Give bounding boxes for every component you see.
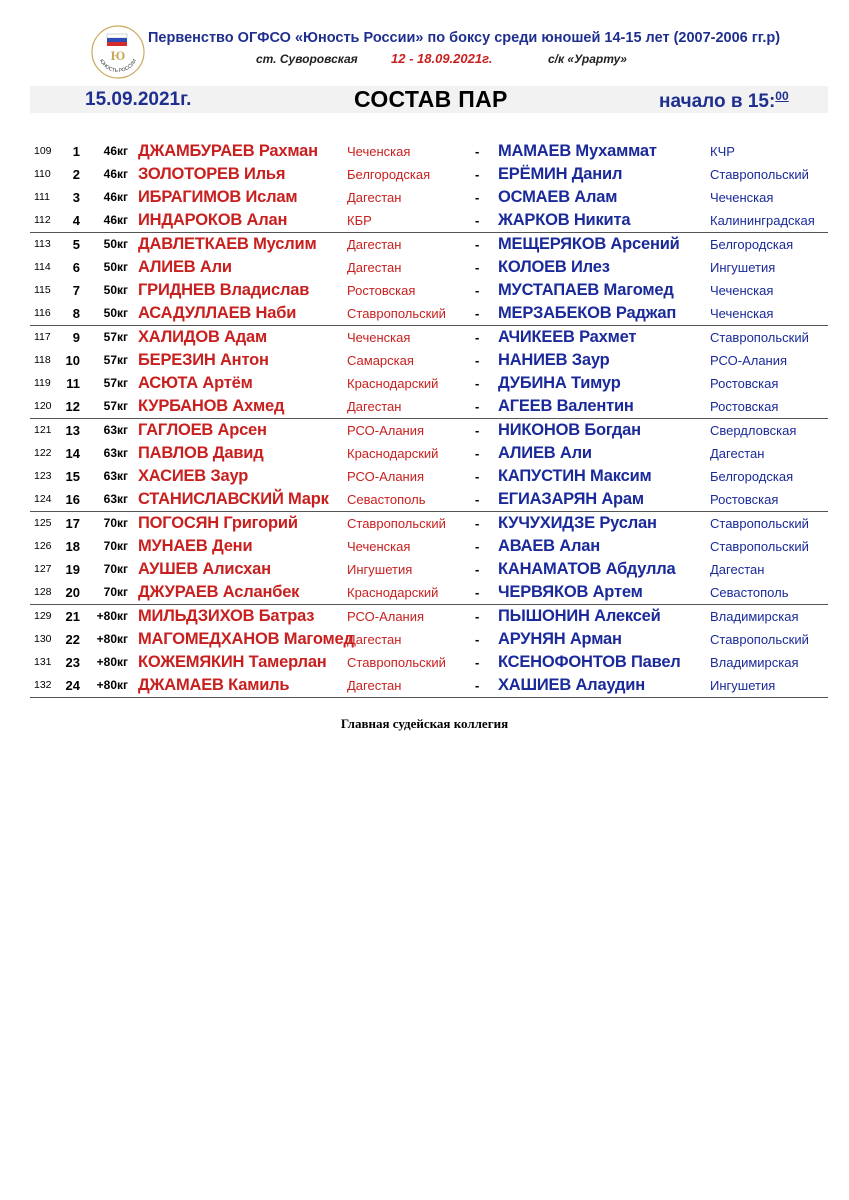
pair-number: 13	[65, 423, 80, 438]
blue-corner-region: Белгородская	[710, 237, 794, 252]
bout-number: 130	[34, 633, 52, 645]
pair-number: 12	[65, 399, 80, 414]
blue-corner-name: МУСТАПАЕВ Магомед	[498, 281, 674, 299]
pair-number: 21	[65, 609, 80, 624]
versus-dash: -	[475, 539, 480, 554]
pair-number: 19	[65, 562, 80, 577]
versus-dash: -	[475, 237, 480, 252]
red-corner-name: ГАГЛОЕВ Арсен	[138, 421, 267, 439]
svg-text:Ю: Ю	[110, 48, 126, 63]
weight-class: +80кг	[96, 678, 128, 692]
red-corner-name: БЕРЕЗИН Антон	[138, 351, 269, 369]
blue-corner-name: КОЛОЕВ Илез	[498, 258, 610, 276]
pair-number: 6	[72, 260, 80, 275]
red-corner-name: КУРБАНОВ Ахмед	[138, 397, 285, 415]
blue-corner-region: Владимирская	[710, 609, 799, 624]
versus-dash: -	[475, 585, 480, 600]
blue-corner-name: ЕГИАЗАРЯН Арам	[498, 490, 644, 508]
bout-number: 116	[34, 307, 51, 319]
bout-number: 118	[34, 354, 51, 366]
table-row	[30, 279, 828, 302]
bout-number: 125	[34, 517, 52, 529]
red-corner-region: Ингушетия	[347, 562, 413, 577]
weight-class: 63кг	[103, 492, 128, 506]
weight-class: +80кг	[96, 609, 128, 623]
red-corner-region: Дагестан	[347, 632, 402, 647]
red-corner-region: Севастополь	[347, 492, 426, 507]
versus-dash: -	[475, 306, 480, 321]
table-row	[30, 349, 828, 372]
red-corner-region: РСО-Алания	[347, 423, 425, 438]
pair-number: 18	[65, 539, 80, 554]
weight-class: 57кг	[103, 353, 128, 367]
weight-class: 70кг	[103, 562, 128, 576]
pair-number: 14	[65, 446, 80, 461]
weight-class: 50кг	[103, 283, 128, 297]
pair-number: 15	[65, 469, 80, 484]
weight-class: 46кг	[103, 190, 128, 204]
blue-corner-name: НИКОНОВ Богдан	[498, 421, 641, 439]
blue-corner-name: МЕЩЕРЯКОВ Арсений	[498, 235, 680, 253]
weight-class: 63кг	[103, 446, 128, 460]
blue-corner-name: ДУБИНА Тимур	[498, 374, 621, 392]
bout-number: 115	[34, 284, 51, 296]
blue-corner-name: ЧЕРВЯКОВ Артем	[498, 583, 643, 601]
blue-corner-region: РСО-Алания	[710, 353, 788, 368]
table-row	[30, 163, 828, 186]
blue-corner-region: Чеченская	[710, 283, 774, 298]
versus-dash: -	[475, 330, 480, 345]
red-corner-name: ИНДАРОКОВ Алан	[138, 211, 288, 229]
pair-number: 1	[72, 144, 80, 159]
red-corner-region: Ростовская	[347, 283, 416, 298]
red-corner-region: Ставропольский	[347, 655, 446, 670]
pair-number: 9	[72, 330, 80, 345]
start-time	[659, 89, 789, 113]
blue-corner-name: КАНАМАТОВ Абдулла	[498, 560, 676, 578]
table-row	[30, 419, 828, 442]
red-corner-name: ХАЛИДОВ Адам	[138, 328, 268, 346]
table-row	[30, 209, 828, 233]
location-text: ст. Суворовская	[256, 52, 358, 66]
blue-corner-region: Владимирская	[710, 655, 799, 670]
bout-number: 119	[34, 377, 51, 389]
weight-class: 46кг	[103, 213, 128, 227]
bout-number: 121	[34, 424, 52, 436]
blue-corner-region: Чеченская	[710, 190, 774, 205]
versus-dash: -	[475, 446, 480, 461]
blue-corner-name: КСЕНОФОНТОВ Павел	[498, 653, 681, 671]
versus-dash: -	[475, 609, 480, 624]
title-band	[30, 86, 828, 113]
table-row	[30, 651, 828, 674]
versus-dash: -	[475, 469, 480, 484]
svg-text:ЮНОСТЬ РОССИИ: ЮНОСТЬ РОССИИ	[97, 58, 138, 75]
start-label: начало в 15:	[659, 91, 776, 112]
versus-dash: -	[475, 190, 480, 205]
bout-number: 129	[34, 610, 52, 622]
red-corner-region: Чеченская	[347, 330, 411, 345]
versus-dash: -	[475, 399, 480, 414]
weight-class: 63кг	[103, 469, 128, 483]
pair-number: 2	[72, 167, 80, 182]
red-corner-region: Чеченская	[347, 539, 411, 554]
blue-corner-region: Свердловская	[710, 423, 797, 438]
red-corner-region: Краснодарский	[347, 376, 439, 391]
blue-corner-name: АЛИЕВ Али	[498, 444, 592, 462]
blue-corner-region: Ставропольский	[710, 539, 809, 554]
pair-number: 23	[65, 655, 80, 670]
red-corner-region: Дагестан	[347, 260, 402, 275]
bout-number: 114	[34, 261, 51, 273]
red-corner-region: Ставропольский	[347, 306, 446, 321]
blue-corner-region: Дагестан	[710, 562, 765, 577]
weight-class: 70кг	[103, 516, 128, 530]
blue-corner-name: ОСМАЕВ Алам	[498, 188, 618, 206]
blue-corner-region: Ставропольский	[710, 167, 809, 182]
blue-corner-name: МАМАЕВ Мухаммат	[498, 142, 657, 160]
weight-class: 50кг	[103, 306, 128, 320]
versus-dash: -	[475, 376, 480, 391]
bout-number: 128	[34, 586, 52, 598]
bout-number: 117	[34, 331, 51, 343]
blue-corner-region: Ростовская	[710, 399, 779, 414]
blue-corner-region: Ингушетия	[710, 260, 776, 275]
red-corner-name: ИБРАГИМОВ Ислам	[138, 188, 298, 206]
versus-dash: -	[475, 353, 480, 368]
pair-number: 3	[72, 190, 80, 205]
red-corner-region: Белгородская	[347, 167, 431, 182]
weight-class: +80кг	[96, 655, 128, 669]
blue-corner-name: АРУНЯН Арман	[498, 630, 622, 648]
bout-number: 120	[34, 400, 52, 412]
red-corner-name: ЗОЛОТОРЕВ Илья	[138, 165, 286, 183]
versus-dash: -	[475, 167, 480, 182]
red-corner-name: ХАСИЕВ Заур	[138, 467, 249, 485]
weight-class: 57кг	[103, 399, 128, 413]
blue-corner-region: Чеченская	[710, 306, 774, 321]
pair-number: 4	[72, 213, 80, 228]
blue-corner-region: Ростовская	[710, 492, 779, 507]
red-corner-region: КБР	[347, 213, 372, 228]
bout-number: 112	[34, 214, 51, 226]
page-title: СОСТАВ ПАР	[354, 86, 508, 112]
table-row	[30, 512, 828, 535]
blue-corner-name: МЕРЗАБЕКОВ Раджап	[498, 304, 677, 322]
versus-dash: -	[475, 213, 480, 228]
blue-corner-name: АВАЕВ Алан	[498, 537, 600, 555]
blue-corner-name: КУЧУХИДЗЕ Руслан	[498, 514, 657, 532]
bout-number: 109	[34, 145, 52, 157]
bout-number: 113	[34, 238, 51, 250]
table-row	[30, 395, 828, 419]
red-corner-region: РСО-Алания	[347, 469, 425, 484]
table-row	[30, 581, 828, 605]
table-row	[30, 605, 828, 628]
table-row	[30, 558, 828, 581]
venue-text: с/к «Урарту»	[548, 52, 627, 66]
weight-class: 57кг	[103, 330, 128, 344]
footer-signature: Главная судейская коллегия	[340, 716, 509, 731]
weight-class: +80кг	[96, 632, 128, 646]
red-corner-region: Дагестан	[347, 190, 402, 205]
pairs-table	[30, 140, 828, 698]
pair-number: 10	[65, 353, 80, 368]
red-corner-name: ГРИДНЕВ Владислав	[138, 281, 310, 299]
dates-text: 12 - 18.09.2021г.	[391, 51, 493, 66]
pair-number: 16	[65, 492, 80, 507]
bout-number: 123	[34, 470, 52, 482]
table-row	[30, 372, 828, 395]
blue-corner-region: Ставропольский	[710, 632, 809, 647]
red-corner-name: АСЮТА Артём	[138, 374, 253, 392]
weight-class: 70кг	[103, 539, 128, 553]
table-row	[30, 140, 828, 163]
blue-corner-region: Дагестан	[710, 446, 765, 461]
red-corner-region: РСО-Алания	[347, 609, 425, 624]
blue-corner-region: Белгородская	[710, 469, 794, 484]
red-corner-name: МИЛЬДЗИХОВ Батраз	[138, 607, 315, 625]
bout-number: 127	[34, 563, 52, 575]
bout-number: 126	[34, 540, 52, 552]
red-corner-region: Краснодарский	[347, 585, 439, 600]
versus-dash: -	[475, 492, 480, 507]
competition-title: Первенство ОГФСО «Юность России» по боксу среди юношей 14-15 лет (2007-2006 гг.р)	[148, 30, 781, 46]
event-date: 15.09.2021г.	[85, 89, 192, 110]
versus-dash: -	[475, 283, 480, 298]
pair-number: 24	[65, 678, 80, 693]
start-minutes: 00	[775, 89, 789, 103]
red-corner-region: Ставропольский	[347, 516, 446, 531]
red-corner-region: Чеченская	[347, 144, 411, 159]
red-corner-name: АЛИЕВ Али	[138, 258, 232, 276]
table-row	[30, 326, 828, 349]
pair-number: 7	[72, 283, 80, 298]
red-corner-name: ПОГОСЯН Григорий	[138, 514, 298, 532]
versus-dash: -	[475, 678, 480, 693]
versus-dash: -	[475, 423, 480, 438]
table-row	[30, 465, 828, 488]
red-corner-region: Самарская	[347, 353, 414, 368]
red-corner-region: Дагестан	[347, 399, 402, 414]
pair-number: 17	[65, 516, 80, 531]
weight-class: 70кг	[103, 585, 128, 599]
table-row	[30, 674, 828, 698]
blue-corner-region: Севастополь	[710, 585, 789, 600]
pair-number: 22	[65, 632, 80, 647]
red-corner-name: ДЖУРАЕВ Асланбек	[138, 583, 300, 601]
red-corner-name: АУШЕВ Алисхан	[138, 560, 271, 578]
bout-number: 122	[34, 447, 52, 459]
blue-corner-name: АЧИКЕЕВ Рахмет	[498, 328, 637, 346]
organization-logo	[90, 24, 146, 80]
table-row	[30, 488, 828, 512]
blue-corner-region: КЧР	[710, 144, 735, 159]
red-corner-name: ДАВЛЕТКАЕВ Муслим	[138, 235, 317, 253]
blue-corner-name: ЕРЁМИН Данил	[498, 165, 623, 183]
blue-corner-region: Калининградская	[710, 213, 815, 228]
red-corner-name: КОЖЕМЯКИН Тамерлан	[138, 653, 327, 671]
table-row	[30, 186, 828, 209]
blue-corner-region: Ингушетия	[710, 678, 776, 693]
red-corner-region: Дагестан	[347, 678, 402, 693]
red-corner-name: МАГОМЕДХАНОВ Магомед	[138, 630, 354, 648]
weight-class: 50кг	[103, 237, 128, 251]
blue-corner-name: КАПУСТИН Максим	[498, 467, 652, 485]
table-row	[30, 535, 828, 558]
versus-dash: -	[475, 260, 480, 275]
bout-number: 124	[34, 493, 52, 505]
weight-class: 57кг	[103, 376, 128, 390]
blue-corner-name: АГЕЕВ Валентин	[498, 397, 634, 415]
blue-corner-name: ХАШИЕВ Алаудин	[498, 676, 645, 694]
weight-class: 46кг	[103, 167, 128, 181]
red-corner-name: АСАДУЛЛАЕВ Наби	[138, 304, 297, 322]
bout-number: 131	[34, 656, 52, 668]
red-corner-region: Дагестан	[347, 237, 402, 252]
red-corner-name: СТАНИСЛАВСКИЙ Марк	[138, 490, 329, 508]
versus-dash: -	[475, 655, 480, 670]
red-corner-name: ДЖАМАЕВ Камиль	[138, 676, 290, 694]
blue-corner-name: ЖАРКОВ Никита	[498, 211, 631, 229]
blue-corner-name: ПЫШОНИН Алексей	[498, 607, 661, 625]
bout-number: 111	[34, 191, 50, 203]
versus-dash: -	[475, 562, 480, 577]
blue-corner-region: Ставропольский	[710, 516, 809, 531]
table-row	[30, 233, 828, 256]
weight-class: 63кг	[103, 423, 128, 437]
versus-dash: -	[475, 516, 480, 531]
weight-class: 50кг	[103, 260, 128, 274]
pair-number: 11	[66, 376, 80, 391]
versus-dash: -	[475, 144, 480, 159]
red-corner-name: МУНАЕВ Дени	[138, 537, 253, 555]
blue-corner-name: НАНИЕВ Заур	[498, 351, 610, 369]
weight-class: 46кг	[103, 144, 128, 158]
table-row	[30, 256, 828, 279]
bout-number: 110	[34, 168, 51, 180]
pair-number: 5	[72, 237, 80, 252]
red-corner-name: ПАВЛОВ Давид	[138, 444, 264, 462]
table-row	[30, 302, 828, 326]
red-corner-region: Краснодарский	[347, 446, 439, 461]
versus-dash: -	[475, 632, 480, 647]
pair-number: 20	[65, 585, 80, 600]
blue-corner-region: Ростовская	[710, 376, 779, 391]
blue-corner-region: Ставропольский	[710, 330, 809, 345]
pair-number: 8	[72, 306, 80, 321]
red-corner-name: ДЖАМБУРАЕВ Рахман	[138, 142, 318, 160]
table-row	[30, 442, 828, 465]
table-row	[30, 628, 828, 651]
bout-number: 132	[34, 679, 52, 691]
